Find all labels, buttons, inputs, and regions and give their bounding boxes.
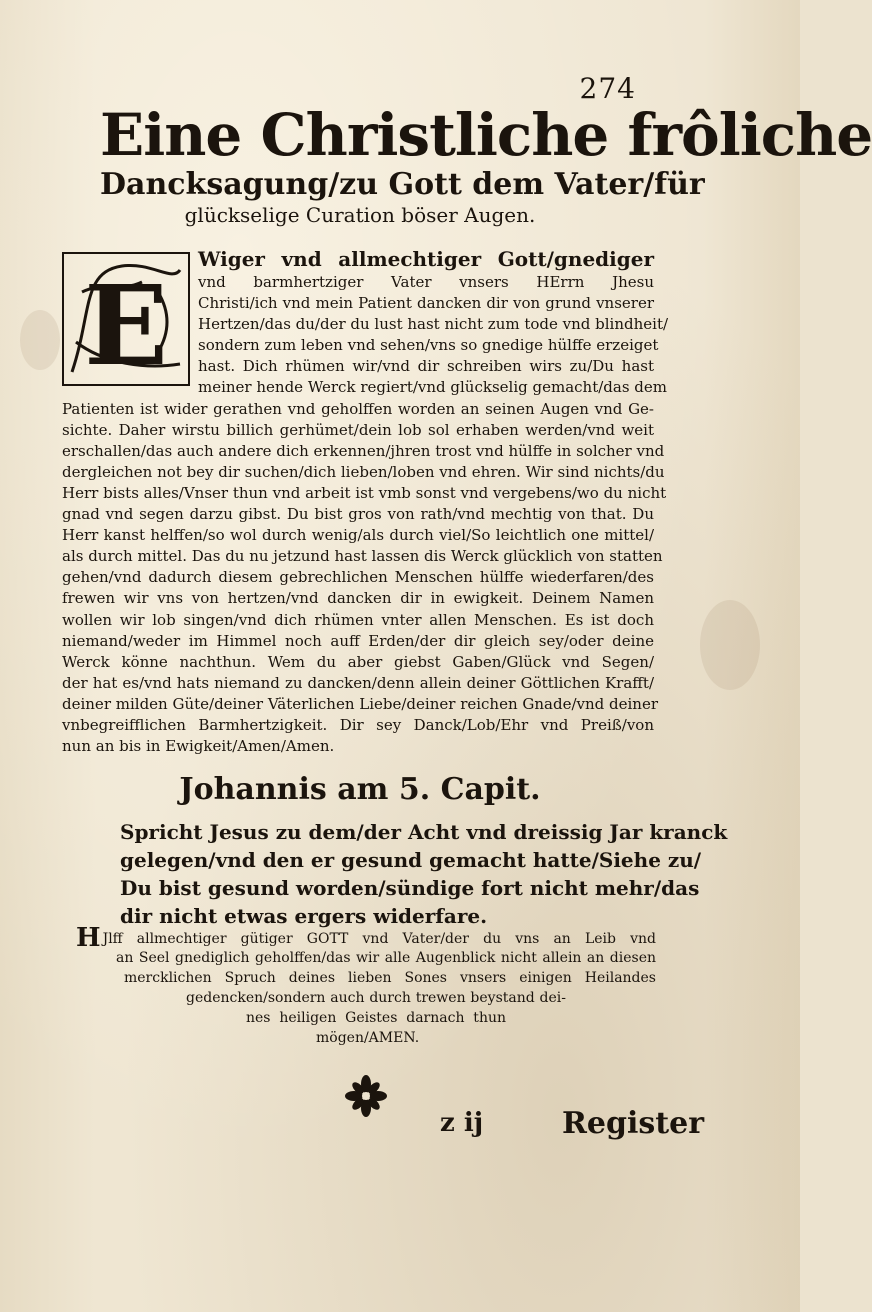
verse-line: dir nicht etwas ergers widerfare.	[120, 904, 488, 928]
text-line: vnd barmhertziger Vater vnsers HErrn Jhesu	[198, 273, 654, 291]
text-line: sondern zum leben vnd sehen/vns so gnedige hülffe erzeiget	[198, 336, 659, 355]
prayer-initial: H	[76, 923, 101, 953]
page-title	[100, 101, 872, 228]
text-line: dergleichen not bey dir suchen/dich lieben/loben vnd ehren. Wir sind nichts/du	[62, 462, 665, 481]
text-line: nun an bis in Ewigkeit/Amen/Amen.	[62, 737, 335, 756]
text-line: wollen wir lob singen/vnd dich rhümen vnter allen Menschen. Es ist doch	[62, 610, 654, 629]
page-number: 274	[579, 72, 636, 105]
text-line: Christi/ich vnd mein Patient dancken dir von grund vnserer	[198, 294, 654, 313]
text-line: meiner hende Werck regiert/vnd glückselig gemacht/das dem	[198, 378, 667, 397]
title-line: glückselige Curation böser Augen.	[184, 203, 536, 227]
text-line: Herr kanst helffen/so wol durch wenig/als durch viel/So leichtlich one mittel/	[62, 526, 654, 545]
section-heading: Johannis am 5. Capit.	[179, 772, 541, 807]
catchword: Register	[562, 1106, 705, 1141]
text-line: gnad vnd segen darzu gibst. Du bist gros von rath/vnd mechtig von that. Du	[62, 505, 654, 524]
prayer-line: nes heiligen Geistes darnach thun	[246, 1010, 506, 1026]
text-line: vnbegreifflichen Barmhertzigkeit. Dir sey Danck/Lob/Ehr vnd Preiß/von	[62, 715, 654, 734]
verse-line: gelegen/vnd den er gesund gemacht hatte/Siehe zu/	[120, 848, 702, 872]
closing-prayer	[76, 923, 656, 1048]
text-line: gehen/vnd dadurch diesem gebrechlichen Menschen hülffe wiederfaren/des	[62, 568, 654, 587]
text-line: als durch mittel. Das du nu jetzund hast lassen dis Werck glücklich von statten	[62, 547, 663, 566]
text-line: sichte. Daher wirstu billich gerhümet/dein lob sol erhaben werden/vnd weit	[62, 420, 654, 439]
prayer-line: mercklichen Spruch deines lieben Sones vnsers einigen Heilandes	[124, 970, 656, 986]
prayer-line	[76, 923, 656, 953]
verse-line: Du bist gesund worden/sündige fort nicht mehr/das	[120, 876, 700, 900]
prayer-line: gedencken/sondern auch durch trewen beystand dei-	[186, 990, 566, 1006]
verse-line: Spricht Jesus zu dem/der Acht vnd dreissig Jar kranck	[120, 820, 728, 844]
scripture-verse	[120, 818, 728, 930]
flower-ornament-icon	[344, 1074, 388, 1118]
title-line: Dancksagung/zu Gott dem Vater/für	[100, 167, 705, 202]
text-line: Herr bists alles/Vnser thun vnd arbeit ist vmb sonst vnd vergebens/wo du nicht	[62, 483, 667, 502]
text-line: niemand/weder im Himmel noch auff Erden/der dir gleich sey/oder deine	[62, 631, 654, 650]
prayer-text: Jlff allmechtiger gütiger GOTT vnd Vater/der du vns an Leib vnd	[102, 931, 656, 947]
text-line: hast. Dich rhümen wir/vnd dir schreiben wirs zu/Du hast	[198, 357, 654, 376]
text-line: der hat es/vnd hats niemand zu dancken/denn allein deiner Göttlichen Krafft/	[62, 673, 654, 692]
text-line: Werck könne nachthun. Wem du aber giebst Gaben/Glück vnd Segen/	[62, 652, 654, 671]
text-line: Hertzen/das du/der du lust hast nicht zum tode vnd blindheit/	[198, 315, 669, 334]
dropcap-letter: E	[84, 261, 168, 390]
signature-mark: z ij	[440, 1108, 484, 1138]
text-line: Wiger vnd allmechtiger Gott/gnediger	[198, 247, 654, 271]
title-line: Eine Christliche frôliche	[100, 101, 872, 169]
body-paragraph	[62, 246, 669, 757]
text-line: Patienten ist wider gerathen vnd geholffen worden an seinen Augen vnd Ge-	[62, 399, 654, 418]
text-line: frewen wir vns von hertzen/vnd dancken dir in ewigkeit. Deinem Namen	[62, 589, 654, 608]
paper-stain	[20, 310, 60, 370]
paper-stain	[700, 600, 760, 690]
text-line: deiner milden Güte/deiner Väterlichen Liebe/deiner reichen Gnade/vnd deiner	[62, 694, 659, 713]
prayer-line: mögen/AMEN.	[316, 1030, 420, 1046]
text-line: erschallen/das auch andere dich erkennen/jhren trost vnd hülffe in solcher vnd	[62, 441, 665, 460]
prayer-line: an Seel gnediglich geholffen/das wir alle Augenblick nicht allein an diesen	[116, 950, 656, 966]
